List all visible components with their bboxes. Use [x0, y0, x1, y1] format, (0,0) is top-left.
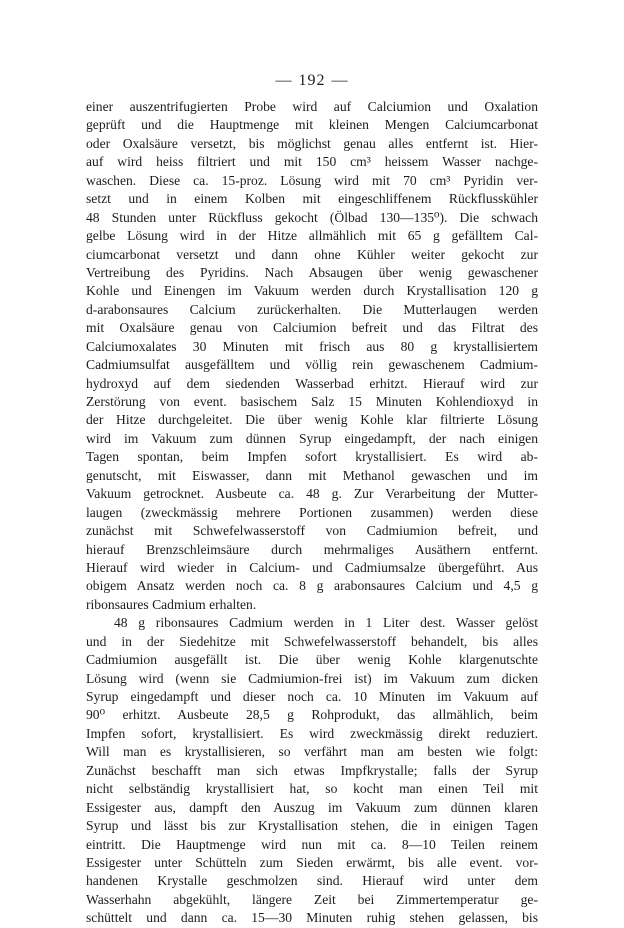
text-line: gelbe Lösung wird in der Hitze allmählich mit 65 g gefälltem Cal-	[86, 228, 538, 244]
paragraph	[86, 614, 538, 927]
text-line: Tagen spontan, beim Impfen sofort krystallisiert. Es wird ab-	[86, 449, 538, 465]
text-line: Zerstörung von event. basischem Salz 15 Minuten Kohlendioxyd in	[86, 394, 538, 409]
text-line: Calciumoxalates 30 Minuten mit frisch aus 80 g krystallisiertem	[86, 338, 538, 354]
text-line: Vertreibung des Pyridins. Nach Absaugen über wenig gewaschener	[86, 264, 538, 280]
paragraph	[86, 98, 538, 614]
text-line: oder Oxalsäure versetzt, bis möglichst genau alles entfernt ist. Hier-	[86, 135, 538, 151]
body-text	[86, 98, 538, 928]
text-line: Wasserhahn abgekühlt, längere Zeit bei Zimmertemperatur ge-	[86, 891, 538, 907]
text-line: genutscht, mit Eiswasser, dann mit Methanol gewaschen und im	[86, 467, 538, 483]
text-line: Hierauf wird wieder in Calcium- und Cadmiumsalze übergeführt. Aus	[86, 559, 538, 575]
page-number-value: 192	[298, 72, 326, 89]
text-line: wird im Vakuum zum dünnen Syrup eingedampft, der nach einigen	[86, 430, 538, 446]
text-line: Lösung wird (wenn sie Cadmiumion-frei ist) im Vakuum zum dicken	[86, 670, 538, 686]
text-line: hydroxyd auf dem siedenden Wasserbad erhitzt. Hierauf wird zur	[86, 375, 538, 391]
text-line: waschen. Diese ca. 15-proz. Lösung wird mit 70 cm³ Pyridin ver-	[86, 172, 538, 188]
text-line: 48 Stunden unter Rückfluss gekocht (Ölbad 130—135⁰). Die schwach	[86, 209, 538, 225]
text-line: auf wird heiss filtriert und mit 150 cm³ heissem Wasser nachge-	[86, 154, 538, 170]
text-line: und in der Siedehitze mit Schwefelwasserstoff behandelt, bis alles	[86, 633, 538, 649]
text-line: handenen Krystalle geschmolzen sind. Hierauf wird unter dem	[86, 873, 538, 889]
text-line: geprüft und die Hauptmenge mit kleinen Mengen Calciumcarbonat	[86, 117, 538, 133]
text-line: Syrup eingedampft und dieser noch ca. 10 Minuten im Vakuum auf	[86, 689, 538, 704]
text-line: Impfen sofort, krystallisiert. Es wird zweckmässig direkt reduziert.	[86, 725, 538, 741]
text-line: einer auszentrifugierten Probe wird auf Calciumion und Oxalation	[86, 99, 538, 114]
text-line: Cadmiumsulfat ausgefälltem und völlig rein gewaschenem Cadmium-	[86, 357, 538, 373]
text-line: Cadmiumion ausgefällt ist. Die über wenig Kohle klargenutschte	[86, 652, 538, 668]
text-line: Essigester unter Schütteln zum Sieden erwärmt, bis alle event. vor-	[86, 854, 538, 870]
text-line: 90⁰ erhitzt. Ausbeute 28,5 g Rohprodukt, das allmählich, beim	[86, 707, 538, 723]
text-line: Syrup und lässt bis zur Krystallisation stehen, die in einigen Tagen	[86, 818, 538, 834]
text-line: eintritt. Die Hauptmenge wird nun mit ca. 8—10 Teilen reinem	[86, 836, 538, 852]
text-line: nicht selbständig krystallisiert hat, so kocht man einen Teil mit	[86, 781, 538, 797]
page-number-dash-right: —	[331, 72, 349, 89]
text-line: der Hitze durchgeleitet. Die über wenig Kohle klar filtrierte Lösung	[86, 412, 538, 428]
text-line: mit Oxalsäure genau von Calciumion befreit und das Filtrat des	[86, 320, 538, 336]
text-line: obigem Ansatz werden noch ca. 8 g arabonsaures Calcium und 4,5 g	[86, 578, 538, 594]
text-line: d-arabonsaures Calcium zurückerhalten. Die Mutterlaugen werden	[86, 301, 538, 317]
text-line: Essigester aus, dampft den Auszug im Vakuum zum dünnen klaren	[86, 799, 538, 815]
text-line: ribonsaures Cadmium erhalten.	[86, 596, 257, 612]
text-line: Kohle und Einengen im Vakuum werden durch Krystallisation 120 g	[86, 283, 538, 299]
text-line: laugen (zweckmässig mehrere Portionen zusammen) werden diese	[86, 504, 538, 520]
text-line: schüttelt und dann ca. 15—30 Minuten ruhig stehen gelassen, bis	[86, 910, 538, 926]
page-number-dash-left: —	[275, 72, 293, 89]
text-line: setzt und in einem Kolben mit eingeschliffenem Rückflusskühler	[86, 191, 538, 207]
text-line: Vakuum getrocknet. Ausbeute ca. 48 g. Zur Verarbeitung der Mutter-	[86, 486, 538, 502]
text-line: 48 g ribonsaures Cadmium werden in 1 Liter dest. Wasser gelöst	[114, 615, 538, 631]
text-line: Zunächst beschafft man sich etwas Impfkrystalle; falls der Syrup	[86, 762, 538, 778]
page-number	[0, 72, 624, 90]
text-line: zunächst mit Schwefelwasserstoff von Cadmiumion befreit, und	[86, 523, 538, 539]
text-line: hierauf Brenzschleimsäure durch mehrmaliges Ausäthern entfernt.	[86, 541, 538, 557]
text-line: Will man es krystallisieren, so verfährt man am besten wie folgt:	[86, 744, 538, 760]
text-line: ciumcarbonat versetzt und dann ohne Kühler weiter gekocht zur	[86, 246, 538, 262]
